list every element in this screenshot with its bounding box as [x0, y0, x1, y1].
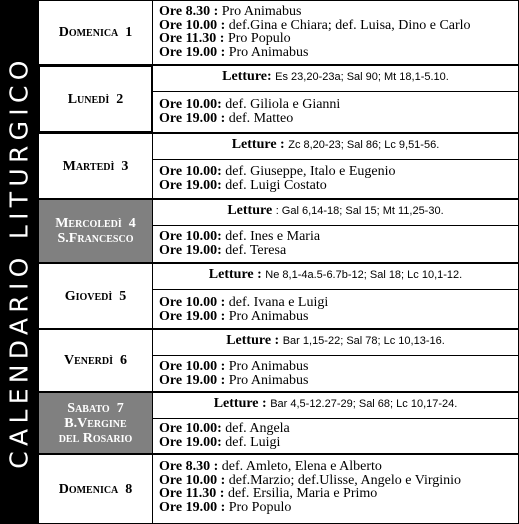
day-row	[38, 263, 519, 329]
day-name: Mercoledì 4	[55, 216, 136, 231]
mass-time: Ore 10.00 :	[159, 359, 226, 374]
mass-intention: Pro Animabus	[225, 359, 309, 374]
mass-entry	[159, 501, 516, 515]
mass-intention: def. Giuseppe, Italo e Eugenio	[221, 164, 396, 179]
mass-intention: def. Ersilia, Maria e Primo	[224, 486, 378, 501]
day-label	[38, 392, 153, 454]
letture-label: Letture :	[213, 396, 271, 411]
day-name: Domenica 1	[58, 25, 133, 40]
letture-label: Letture	[227, 203, 276, 218]
mass-intention: def.Gina e Chiara; def. Luisa, Dino e Carlo	[225, 17, 471, 33]
letture-refs: Bar 1,15-22; Sal 78; Lc 10,13-16.	[282, 335, 445, 347]
calendar-table	[38, 0, 519, 524]
mass-entry	[159, 32, 516, 46]
day-name: Martedì 3	[62, 158, 129, 174]
mass-time: Ore 8.30 :	[159, 459, 219, 474]
day-label	[38, 133, 153, 199]
mass-list	[159, 165, 516, 192]
mass-time: Ore 10.00 :	[159, 295, 226, 310]
mass-list	[159, 296, 516, 323]
sidebar	[0, 0, 38, 524]
day-row	[38, 0, 519, 65]
mass-intention: Pro Animabus	[225, 308, 309, 324]
letture-label: Letture :	[226, 333, 283, 348]
mass-intention: def. Matteo	[225, 110, 294, 126]
day-label	[38, 65, 153, 133]
day-content	[153, 263, 519, 329]
mass-entry	[159, 244, 516, 258]
mass-intention: def. Luigi	[221, 434, 281, 450]
mass-time: Ore 10.00:	[159, 97, 222, 112]
day-row	[38, 199, 519, 263]
day-content	[153, 454, 519, 524]
day-subtitle: del Rosario	[58, 430, 133, 446]
mass-intention: def. Luigi Costato	[221, 177, 327, 193]
mass-intention: def.Marzio; def.Ulisse, Angelo e Virginio	[225, 472, 462, 488]
mass-intention: Pro Animabus	[225, 372, 309, 388]
mass-entry	[159, 46, 516, 60]
mass-entry	[159, 374, 516, 388]
mass-list	[159, 230, 516, 257]
sidebar-title: CALENDARIO LITURGICO	[4, 55, 34, 469]
mass-time: Ore 11.30 :	[159, 31, 225, 46]
letture-refs: Bar 4,5-12.27-29; Sal 68; Lc 10,17-24.	[270, 398, 458, 410]
mass-entry	[159, 310, 516, 324]
letture-refs: Ne 8,1-4a.5-6.7b-12; Sal 18; Lc 10,1-12.	[265, 269, 463, 281]
day-subtitle: S.Francesco	[57, 231, 134, 246]
mass-entry	[159, 5, 516, 19]
mass-intention: Pro Populo	[225, 499, 292, 515]
letture-refs: : Gal 6,14-18; Sal 15; Mt 11,25-30.	[275, 205, 444, 217]
letture	[153, 200, 518, 226]
mass-entry	[159, 19, 516, 33]
mass-entry	[159, 165, 516, 179]
day-content	[153, 199, 519, 263]
mass-time: Ore 19.00:	[159, 242, 222, 258]
day-content	[153, 392, 519, 454]
day-row	[38, 65, 519, 133]
letture	[153, 134, 518, 160]
mass-entry	[159, 112, 516, 126]
mass-intention: Pro Animabus	[225, 44, 309, 60]
mass-intention: def. Ines e Maria	[221, 229, 321, 244]
mass-time: Ore 19.00 :	[159, 308, 226, 324]
mass-list	[159, 98, 516, 125]
mass-entry	[159, 487, 516, 501]
letture	[153, 393, 518, 419]
mass-entry	[159, 296, 516, 310]
mass-time: Ore 19.00:	[159, 434, 222, 450]
day-label	[38, 263, 153, 329]
day-row	[38, 454, 519, 524]
mass-time: Ore 10.00:	[159, 421, 222, 436]
mass-time: Ore 10.00:	[159, 229, 222, 244]
mass-list	[159, 5, 516, 59]
mass-time: Ore 11.30 :	[159, 486, 225, 501]
mass-entry	[159, 230, 516, 244]
day-name: Domenica 8	[58, 481, 133, 497]
day-subtitle: B.Vergine	[64, 415, 127, 431]
mass-entry	[159, 179, 516, 193]
mass-intention: def. Amleto, Elena e Alberto	[218, 459, 382, 474]
day-label	[38, 0, 153, 65]
day-label	[38, 454, 153, 524]
mass-entry	[159, 422, 516, 436]
day-name: Sabato 7	[67, 400, 124, 416]
mass-intention: def. Angela	[221, 421, 290, 436]
day-label	[38, 329, 153, 392]
letture-refs: Zc 8,20-23; Sal 86; Lc 9,51-56.	[288, 139, 440, 151]
day-content	[153, 0, 519, 65]
mass-entry	[159, 360, 516, 374]
mass-entry	[159, 460, 516, 474]
mass-time: Ore 10.00 :	[159, 17, 226, 33]
letture	[153, 264, 518, 290]
mass-time: Ore 8.30 :	[159, 4, 219, 19]
mass-list	[159, 360, 516, 387]
mass-list	[159, 422, 516, 449]
letture-label: Letture :	[208, 267, 266, 282]
mass-entry	[159, 436, 516, 450]
mass-intention: Pro Populo	[224, 31, 291, 46]
day-name: Giovedì 5	[64, 288, 127, 304]
letture-label: Letture:	[222, 69, 276, 84]
mass-time: Ore 19.00 :	[159, 499, 226, 515]
mass-entry	[159, 474, 516, 488]
mass-time: Ore 10.00:	[159, 164, 222, 179]
mass-intention: def. Ivana e Luigi	[225, 295, 329, 310]
mass-time: Ore 19.00:	[159, 177, 222, 193]
mass-intention: Pro Animabus	[218, 4, 302, 19]
day-content	[153, 329, 519, 392]
mass-time: Ore 19.00 :	[159, 110, 226, 126]
letture-refs: Es 23,20-23a; Sal 90; Mt 18,1-5.10.	[275, 71, 449, 83]
mass-list	[159, 460, 516, 514]
mass-entry	[159, 98, 516, 112]
day-row	[38, 392, 519, 454]
letture	[153, 330, 518, 356]
day-label	[38, 199, 153, 263]
letture	[153, 66, 518, 92]
day-row	[38, 329, 519, 392]
mass-time: Ore 19.00 :	[159, 44, 226, 60]
mass-time: Ore 19.00 :	[159, 372, 226, 388]
letture-label: Letture :	[231, 137, 289, 152]
day-name: Lunedì 2	[67, 91, 124, 107]
day-content	[153, 65, 519, 133]
day-name: Venerdì 6	[63, 353, 127, 368]
day-row	[38, 133, 519, 199]
day-content	[153, 133, 519, 199]
mass-intention: def. Giliola e Gianni	[221, 97, 341, 112]
mass-intention: def. Teresa	[221, 242, 287, 258]
mass-time: Ore 10.00 :	[159, 472, 226, 488]
